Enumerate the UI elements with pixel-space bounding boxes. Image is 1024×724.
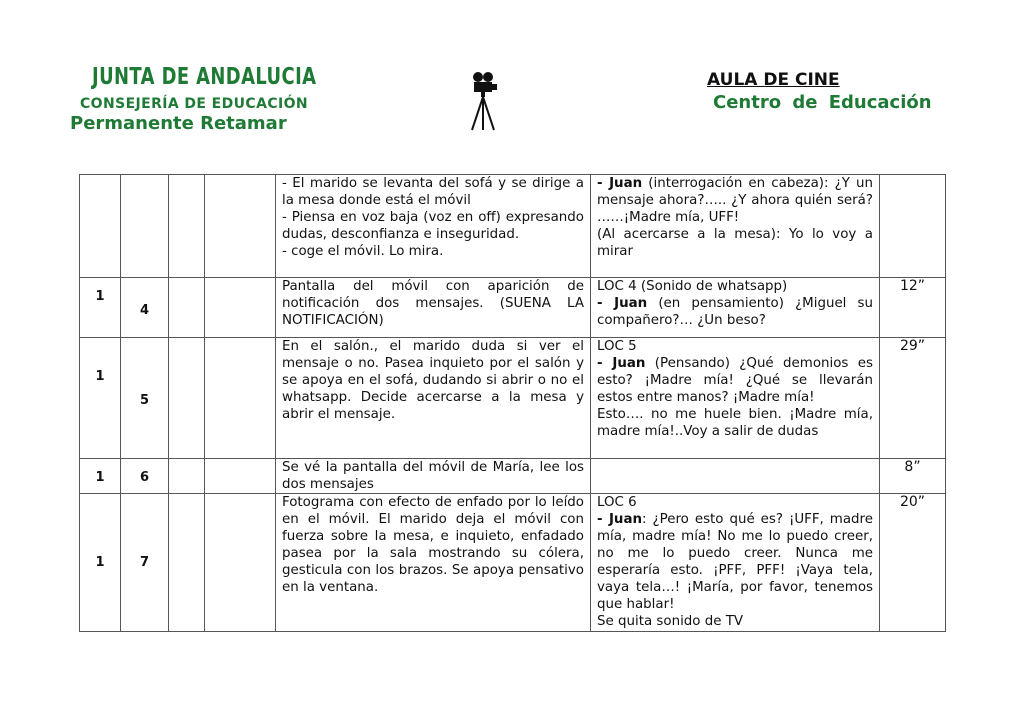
shot-number-cell: 6: [121, 459, 169, 494]
speaker-name: - Juan: [597, 356, 646, 371]
table-row: [80, 459, 946, 494]
audio-line: - Juan (Pensando) ¿Qué demonios es esto? ¡Madre mía! ¿Qué se llevarán estos entre manos? ¡Madre mía!: [597, 356, 873, 405]
blank-cell: [169, 278, 205, 338]
description-line: Pantalla del móvil con aparición de notificación dos mensajes. (SUENA LA NOTIFICACIÓN): [282, 279, 584, 328]
audio-line: Se quita sonido de TV: [597, 614, 744, 629]
film-camera-icon: [466, 70, 500, 132]
sequence-cell: 1: [80, 459, 121, 494]
duration-cell: 8”: [880, 459, 946, 494]
audio-cell: [591, 494, 880, 632]
description-line: - Piensa en voz baja (voz en off) expresando dudas, desconfianza e inseguridad.: [282, 210, 584, 242]
description-cell: [276, 459, 591, 494]
table-row: [80, 494, 946, 632]
blank-cell: [205, 175, 276, 278]
table-row: [80, 278, 946, 338]
speaker-name: - Juan: [597, 512, 643, 527]
centro-label: Centro de Educación: [713, 92, 932, 113]
document-header: [0, 0, 1024, 170]
audio-cell: [591, 175, 880, 278]
audio-cell: [591, 278, 880, 338]
duration-cell: [880, 175, 946, 278]
sequence-cell: 1: [80, 494, 121, 632]
blank-cell: [205, 459, 276, 494]
consejeria-label: CONSEJERÍA DE EDUCACIÓN: [80, 96, 309, 112]
description-line: Fotograma con efecto de enfado por lo leído en el móvil. El marido deja el móvil con fuerza sobre la mesa, e inquieto, enfadado pasea por la sala mostrando su cólera, gesticula con los brazos. Se apoya pensativo en la ventana.: [282, 495, 584, 595]
script-table: [79, 174, 946, 632]
sequence-cell: 1: [80, 338, 121, 459]
audio-line: LOC 4 (Sonido de whatsapp): [597, 279, 788, 294]
shot-number-cell: [121, 175, 169, 278]
audio-line: - Juan (en pensamiento) ¿Miguel su compañero?… ¿Un beso?: [597, 296, 873, 328]
blank-cell: [169, 494, 205, 632]
audio-line: Esto…. no me huele bien. ¡Madre mía, madre mía!..Voy a salir de dudas: [597, 407, 873, 439]
shot-number-cell: 4: [121, 278, 169, 338]
sequence-cell: [80, 175, 121, 278]
description-line: - coge el móvil. Lo mira.: [282, 244, 444, 259]
audio-line: LOC 5: [597, 339, 637, 354]
description-cell: [276, 278, 591, 338]
blank-cell: [205, 278, 276, 338]
blank-cell: [169, 338, 205, 459]
audio-line: - Juan: ¿Pero esto qué es? ¡UFF, madre mía, madre mía! No me lo puedo creer, no me lo puedo creer. Nunca me esperaría esto. ¡PFF, PFF! ¡Vaya tela, vaya tela…! ¡María, por favor, tenemos que hablar!: [597, 512, 873, 612]
blank-cell: [169, 175, 205, 278]
audio-line: LOC 6: [597, 495, 637, 510]
audio-cell: [591, 338, 880, 459]
blank-cell: [205, 338, 276, 459]
blank-cell: [205, 494, 276, 632]
table-row: [80, 175, 946, 278]
audio-line: (Al acercarse a la mesa): Yo lo voy a mirar: [597, 227, 873, 259]
audio-line: - Juan (interrogación en cabeza): ¿Y un mensaje ahora?….. ¿Y ahora quién será? ……¡Madre mía, UFF!: [597, 176, 873, 225]
sequence-cell: 1: [80, 278, 121, 338]
shot-number-cell: 7: [121, 494, 169, 632]
shot-number-cell: 5: [121, 338, 169, 459]
description-line: Se vé la pantalla del móvil de María, lee los dos mensajes: [282, 460, 584, 492]
blank-cell: [169, 459, 205, 494]
description-cell: [276, 338, 591, 459]
speaker-name: - Juan: [597, 296, 648, 311]
table-row: [80, 338, 946, 459]
description-cell: [276, 494, 591, 632]
audio-cell: [591, 459, 880, 494]
duration-cell: 20”: [880, 494, 946, 632]
aula-title: AULA DE CINE: [707, 70, 840, 90]
junta-logo: JUNTA DE ANDALUCIA: [92, 64, 317, 90]
description-line: - El marido se levanta del sofá y se dirige a la mesa donde está el móvil: [282, 176, 584, 208]
permanente-label: Permanente Retamar: [70, 113, 287, 134]
speaker-name: - Juan: [597, 176, 643, 191]
duration-cell: 29”: [880, 338, 946, 459]
duration-cell: 12”: [880, 278, 946, 338]
description-line: En el salón., el marido duda si ver el mensaje o no. Pasea inquieto por el salón y se apoya en el sofá, dudando si abrir o no el whatsapp. Decide acercarse a la mesa y abrir el mensaje.: [282, 339, 584, 422]
description-cell: [276, 175, 591, 278]
